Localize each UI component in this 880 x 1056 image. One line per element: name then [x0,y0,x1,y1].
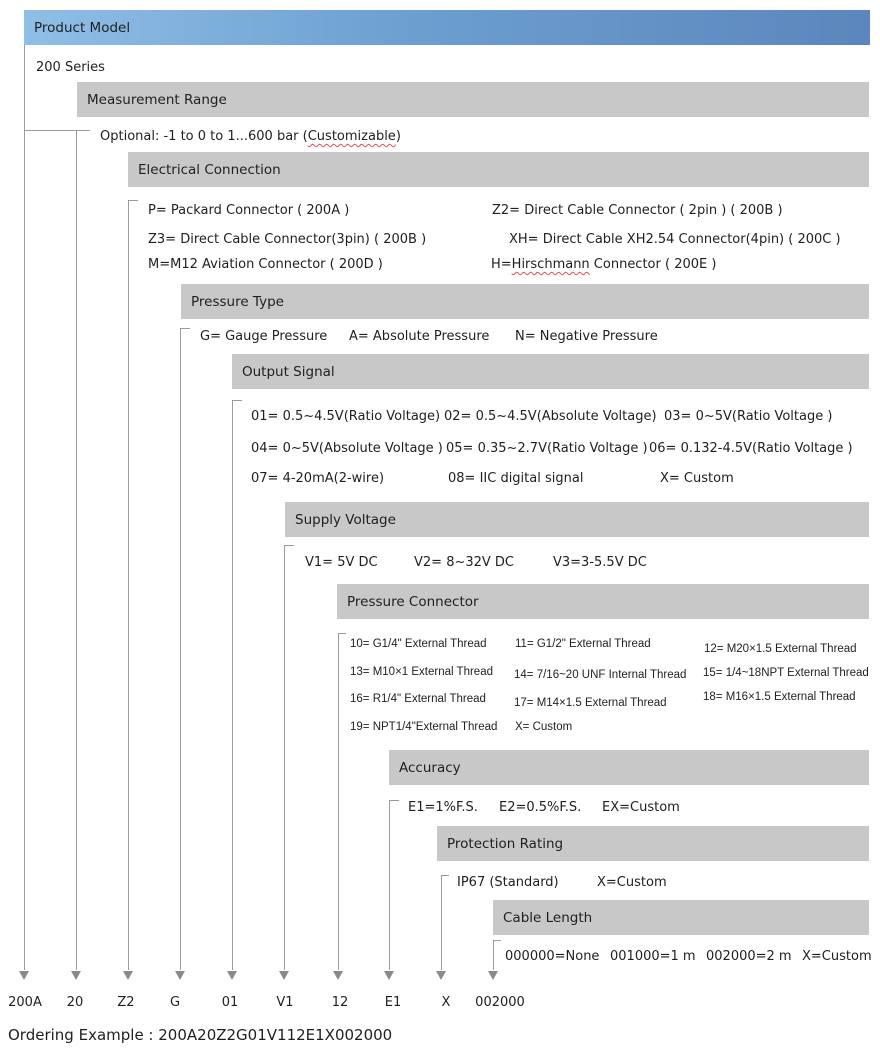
option-cable-1m: 001000=1 m [610,949,696,964]
arrow-down-icon [384,971,394,980]
connector-line [232,400,233,970]
option-18: 18= M16×1.5 External Thread [703,691,856,703]
option-17: 17= M14×1.5 External Thread [514,697,667,709]
option-03: 03= 0~5V(Ratio Voltage ) [664,409,833,424]
option-12: 12= M20×1.5 External Thread [704,643,857,655]
arrow-down-icon [488,971,498,980]
connector-line [24,45,25,970]
connector-line [338,633,346,634]
option-02: 02= 0.5~4.5V(Absolute Voltage) [444,409,657,424]
option-14: 14= 7/16~20 UNF Internal Thread [514,669,687,681]
option-06: 06= 0.132-4.5V(Ratio Voltage ) [649,441,853,456]
option-v3: V3=3-5.5V DC [553,555,647,570]
option-output-x: X= Custom [660,471,734,486]
header-label: Supply Voltage [295,512,396,528]
connector-line [284,545,294,546]
option-cable-2m: 002000=2 m [706,949,792,964]
option-m: M=M12 Aviation Connector ( 200D ) [148,257,383,272]
option-h [491,257,716,272]
option-z2: Z2= Direct Cable Connector ( 2pin ) ( 200B ) [492,203,783,218]
option-10: 10= G1/4" External Thread [350,638,487,650]
option-absolute: A= Absolute Pressure [349,329,490,344]
code-connector: 12 [331,995,349,1010]
arrow-down-icon [71,971,81,980]
header-label: Product Model [34,20,131,36]
option-01: 01= 0.5~4.5V(Ratio Voltage) [251,409,441,424]
option-11: 11= G1/2" External Thread [515,638,651,650]
code-model: 200A [8,995,42,1010]
option-15: 15= 1/4~18NPT External Thread [703,667,869,679]
option-05: 05= 0.35~2.7V(Ratio Voltage ) [446,441,648,456]
option-v2: V2= 8~32V DC [414,555,515,570]
header-pressure-type [181,284,869,319]
option-e1: E1=1%F.S. [408,800,478,815]
option-h-name: Hirschmann [511,257,590,272]
connector-line [128,200,138,201]
connector-line [389,800,399,801]
header-pressure-connector [337,584,869,619]
arrow-down-icon [279,971,289,980]
header-measurement-range [77,82,869,117]
option-connector-x: X= Custom [515,721,573,733]
arrow-down-icon [333,971,343,980]
code-range: 20 [66,995,84,1010]
option-cable-none: 000000=None [505,949,600,964]
option-h-suffix: Connector ( 200E ) [589,257,717,272]
connector-line [338,633,339,970]
option-gauge: G= Gauge Pressure [200,329,328,344]
header-label: Measurement Range [87,92,227,108]
connector-line [441,875,449,876]
connector-line [180,328,190,329]
range-custom: Customizable [307,129,396,144]
connector-line [389,800,390,970]
connector-line [76,130,77,970]
arrow-down-icon [175,971,185,980]
code-pressure-type: G [169,995,181,1010]
arrow-down-icon [19,971,29,980]
code-output: 01 [221,995,239,1010]
option-negative: N= Negative Pressure [515,329,658,344]
option-protection-x: X=Custom [597,875,667,890]
option-v1: V1= 5V DC [305,555,378,570]
header-product-model [24,10,870,45]
code-accuracy: E1 [384,995,402,1010]
header-electrical-connection [128,152,869,187]
option-z3: Z3= Direct Cable Connector(3pin) ( 200B ) [148,232,427,247]
connector-line [24,130,76,131]
option-e2: E2=0.5%F.S. [499,800,582,815]
ordering-example: Ordering Example : 200A20Z2G01V112E1X002000 [8,1026,393,1044]
option-16: 16= R1/4" External Thread [350,693,486,705]
header-output-signal [232,354,869,389]
connector-line [493,940,494,970]
code-protection: X [441,995,451,1010]
arrow-down-icon [436,971,446,980]
connector-line [232,400,242,401]
range-suffix: ) [395,129,401,144]
header-label: Protection Rating [447,836,564,852]
option-08: 08= IIC digital signal [448,471,584,486]
option-07: 07= 4-20mA(2-wire) [251,471,385,486]
header-label: Accuracy [399,760,461,776]
header-accuracy [389,750,869,785]
option-04: 04= 0~5V(Absolute Voltage ) [251,441,443,456]
code-supply: V1 [276,995,294,1010]
connector-line [128,200,129,970]
connector-line [76,130,90,131]
range-text [100,129,401,144]
header-supply-voltage [285,502,869,537]
option-ex: EX=Custom [602,800,680,815]
option-xh: XH= Direct Cable XH2.54 Connector(4pin) ( 200C ) [509,232,841,247]
header-label: Output Signal [242,364,335,380]
connector-line [493,940,501,941]
connector-line [180,328,181,970]
code-cable: 002000 [475,995,525,1010]
header-cable-length [493,900,869,935]
option-ip67: IP67 (Standard) [457,875,559,890]
option-h-prefix: H= [491,257,512,272]
series-label: 200 Series [36,60,105,75]
header-label: Pressure Type [191,294,284,310]
header-label: Pressure Connector [347,594,479,610]
header-protection-rating [437,826,869,861]
connector-line [284,545,285,970]
header-label: Cable Length [503,910,593,926]
code-electrical: Z2 [117,995,135,1010]
arrow-down-icon [123,971,133,980]
option-19: 19= NPT1/4"External Thread [350,721,498,733]
option-13: 13= M10×1 External Thread [350,666,493,678]
range-prefix: Optional: -1 to 0 to 1...600 bar ( [100,129,308,144]
arrow-down-icon [227,971,237,980]
option-cable-x: X=Custom [802,949,872,964]
header-label: Electrical Connection [138,162,281,178]
option-p: P= Packard Connector ( 200A ) [148,203,350,218]
connector-line [441,875,442,970]
